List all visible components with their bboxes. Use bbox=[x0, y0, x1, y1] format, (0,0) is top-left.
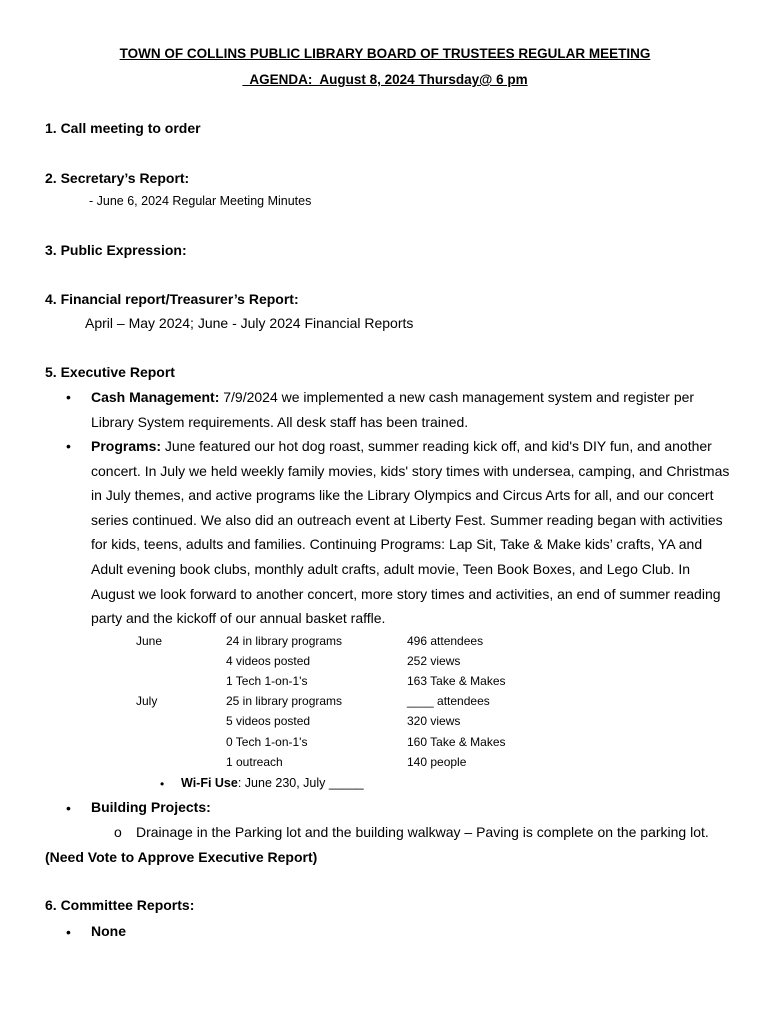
wifi-use-text: : June 230, July _____ bbox=[237, 776, 364, 790]
programs-paragraph bbox=[91, 434, 731, 631]
stats-metric: 1 outreach bbox=[226, 755, 283, 769]
agenda-date-line: AGENDA: August 8, 2024 Thursday@ 6 pm bbox=[242, 72, 528, 87]
stats-result: 160 Take & Makes bbox=[407, 735, 506, 749]
stats-metric: 1 Tech 1-on-1's bbox=[226, 674, 308, 688]
section-4-heading: 4. Financial report/Treasurer’s Report: bbox=[45, 291, 299, 307]
wifi-use-label: Wi-Fi Use bbox=[181, 776, 238, 790]
stats-metric: 4 videos posted bbox=[226, 654, 311, 668]
vote-note: (Need Vote to Approve Executive Report) bbox=[45, 849, 318, 865]
bullet-dot: • bbox=[160, 777, 165, 791]
stats-result: 320 views bbox=[407, 714, 461, 728]
stats-metric: 25 in library programs bbox=[226, 694, 343, 708]
stats-metric: 5 videos posted bbox=[226, 714, 311, 728]
stats-metric: 0 Tech 1-on-1's bbox=[226, 735, 308, 749]
cash-management-text: 7/9/2024 we implemented a new cash management system and register per Library System requirements. All desk staff has been trained. bbox=[91, 389, 695, 430]
stats-result: 496 attendees bbox=[407, 634, 484, 648]
financial-report-item: April – May 2024; June - July 2024 Financial Reports bbox=[85, 315, 414, 331]
secretary-report-item: - June 6, 2024 Regular Meeting Minutes bbox=[89, 194, 312, 208]
section-6-heading: 6. Committee Reports: bbox=[45, 897, 195, 913]
cash-management-label: Cash Management: bbox=[91, 389, 220, 405]
bullet-dot: • bbox=[66, 924, 71, 940]
stats-result: 140 people bbox=[407, 755, 467, 769]
bullet-dot: • bbox=[66, 389, 71, 405]
section-1-heading: 1. Call meeting to order bbox=[45, 120, 201, 136]
bullet-dot: • bbox=[66, 438, 71, 454]
building-projects-label: Building Projects: bbox=[91, 799, 211, 815]
committee-reports-item: None bbox=[91, 923, 126, 939]
building-project-item: Drainage in the Parking lot and the building walkway – Paving is complete on the parking lot. bbox=[136, 824, 709, 840]
section-3-heading: 3. Public Expression: bbox=[45, 242, 187, 258]
stats-result: 163 Take & Makes bbox=[407, 674, 506, 688]
document-title: TOWN OF COLLINS PUBLIC LIBRARY BOARD OF TRUSTEES REGULAR MEETING bbox=[119, 46, 651, 61]
stats-result: 252 views bbox=[407, 654, 461, 668]
stats-month: June bbox=[136, 634, 163, 648]
hollow-bullet: o bbox=[114, 824, 122, 840]
programs-text: June featured our hot dog roast, summer reading kick off, and kid's DIY fun, and another concert. In July we held weekly family movies, kids' story times with undersea, camping, and Christmas in July themes, and active programs like the Library Olympics and Circus Arts for all, and our concert series continued. We also did an outreach event at Liberty Fest. Summer reading began with activities for kids, teens, adults and families. Continuing Programs: Lap Sit, Take & Make kids’ crafts, YA and Adult evening book clubs, monthly adult crafts, adult movie, Teen Book Boxes, and Lego Club. In August we look forward to another concert, more story times and activities, an end of summer reading party and the kickoff of our annual basket raffle. bbox=[91, 438, 730, 627]
wifi-use-line bbox=[181, 776, 364, 790]
section-2-heading: 2. Secretary’s Report: bbox=[45, 170, 190, 186]
stats-month: July bbox=[136, 694, 158, 708]
programs-label: Programs: bbox=[91, 438, 162, 454]
bullet-dot: • bbox=[66, 800, 71, 816]
cash-management-paragraph bbox=[91, 385, 731, 434]
section-5-heading: 5. Executive Report bbox=[45, 364, 175, 380]
stats-result: ____ attendees bbox=[407, 694, 490, 708]
stats-metric: 24 in library programs bbox=[226, 634, 343, 648]
